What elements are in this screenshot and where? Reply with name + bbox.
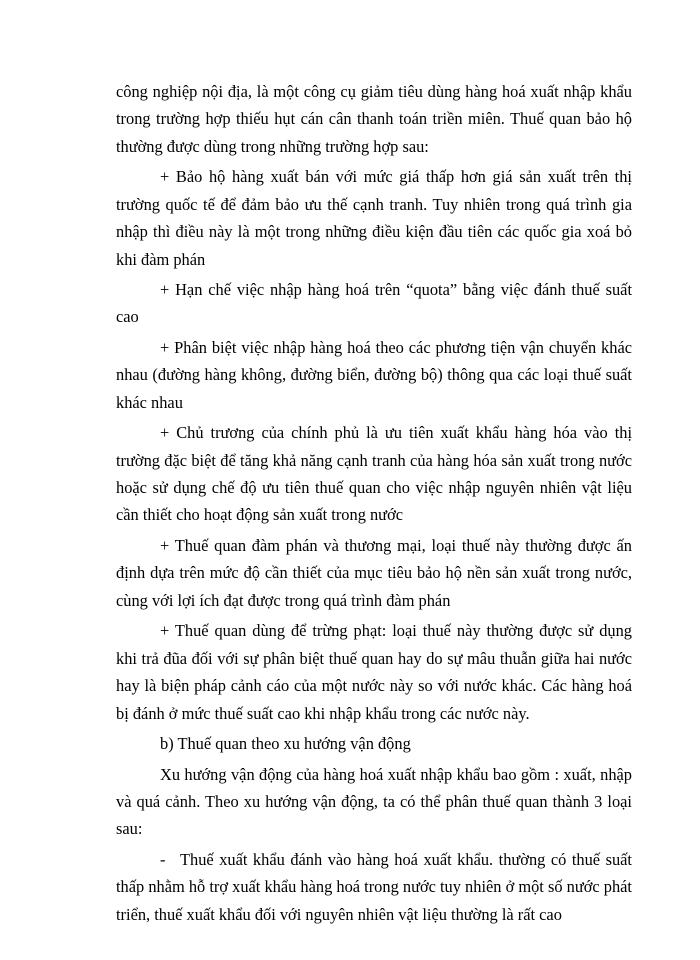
paragraph-transport-distinction: + Phân biệt việc nhập hàng hoá theo các phương tiện vận chuyển khác nhau (đường hàng không, đường biển, đường bộ) thông qua các loại thuế suất khác nhau	[116, 337, 632, 412]
list-item-text: Thuế xuất khẩu đánh vào hàng hoá xuất khẩu. thường có thuế suất thấp nhằm hỗ trợ xuất khẩu hàng hoá trong nước tuy nhiên ở một số nước phát triển, thuế xuất khẩu đối với nguyên nhiên vật liệu thường là rất cao	[116, 849, 632, 924]
paragraph-punitive-tariff: + Thuế quan dùng để trừng phạt: loại thuế này thường được sử dụng khi trả đũa đối với sự phân biệt thuế quan hay do sự mâu thuẫn giữa hai nước hay là biện pháp cảnh cáo của một nước này so với nước khác. Các hàng hoá bị đánh ở mức thuế suất cao khi nhập khẩu trong các nước này.	[116, 621, 632, 723]
section-heading-trend: b) Thuế quan theo xu hướng vận động	[160, 734, 411, 753]
list-item-export-tax	[116, 846, 632, 928]
list-dash-marker: -	[160, 849, 166, 869]
paragraph-protect-export-price: + Bảo hộ hàng xuất bán với mức giá thấp hơn giá sản xuất trên thị trường quốc tế để đảm bảo ưu thế cạnh tranh. Tuy nhiên trong quá trình gia nhập thì điều này là một trong những điều kiện đầu tiên các quốc gia xoá bỏ khi đàm phán	[116, 167, 632, 269]
paragraph-trend-intro: Xu hướng vận động của hàng hoá xuất nhập khẩu bao gồm : xuất, nhập và quá cảnh. Theo xu hướng vận động, ta có thể phân thuế quan thành 3 loại sau:	[116, 764, 632, 839]
paragraph-government-priority: + Chủ trương của chính phủ là ưu tiên xuất khẩu hàng hóa vào thị trường đặc biệt để tăng khả năng cạnh tranh của hàng hóa sản xuất trong nước hoặc sử dụng chế độ ưu tiên thuế quan cho việc nhập nguyên nhiên vật liệu cần thiết cho hoạt động sản xuất trong nước	[116, 423, 632, 525]
paragraph-limit-quota: + Hạn chế việc nhập hàng hoá trên “quota” bằng việc đánh thuế suất cao	[116, 280, 632, 327]
paragraph-intro: công nghiệp nội địa, là một công cụ giảm tiêu dùng hàng hoá xuất nhập khẩu trong trường hợp thiếu hụt cán cân thanh toán triền miên. Thuế quan bảo hộ thường được dùng trong những trường hợp sau:	[116, 82, 632, 156]
paragraph-negotiation-tariff: + Thuế quan đàm phán và thương mại, loại thuế này thường được ấn định dựa trên mức độ cần thiết của mục tiêu bảo hộ nền sản xuất trong nước, cùng với lợi ích đạt được trong quá trình đàm phán	[116, 535, 632, 610]
document-page	[116, 78, 632, 931]
